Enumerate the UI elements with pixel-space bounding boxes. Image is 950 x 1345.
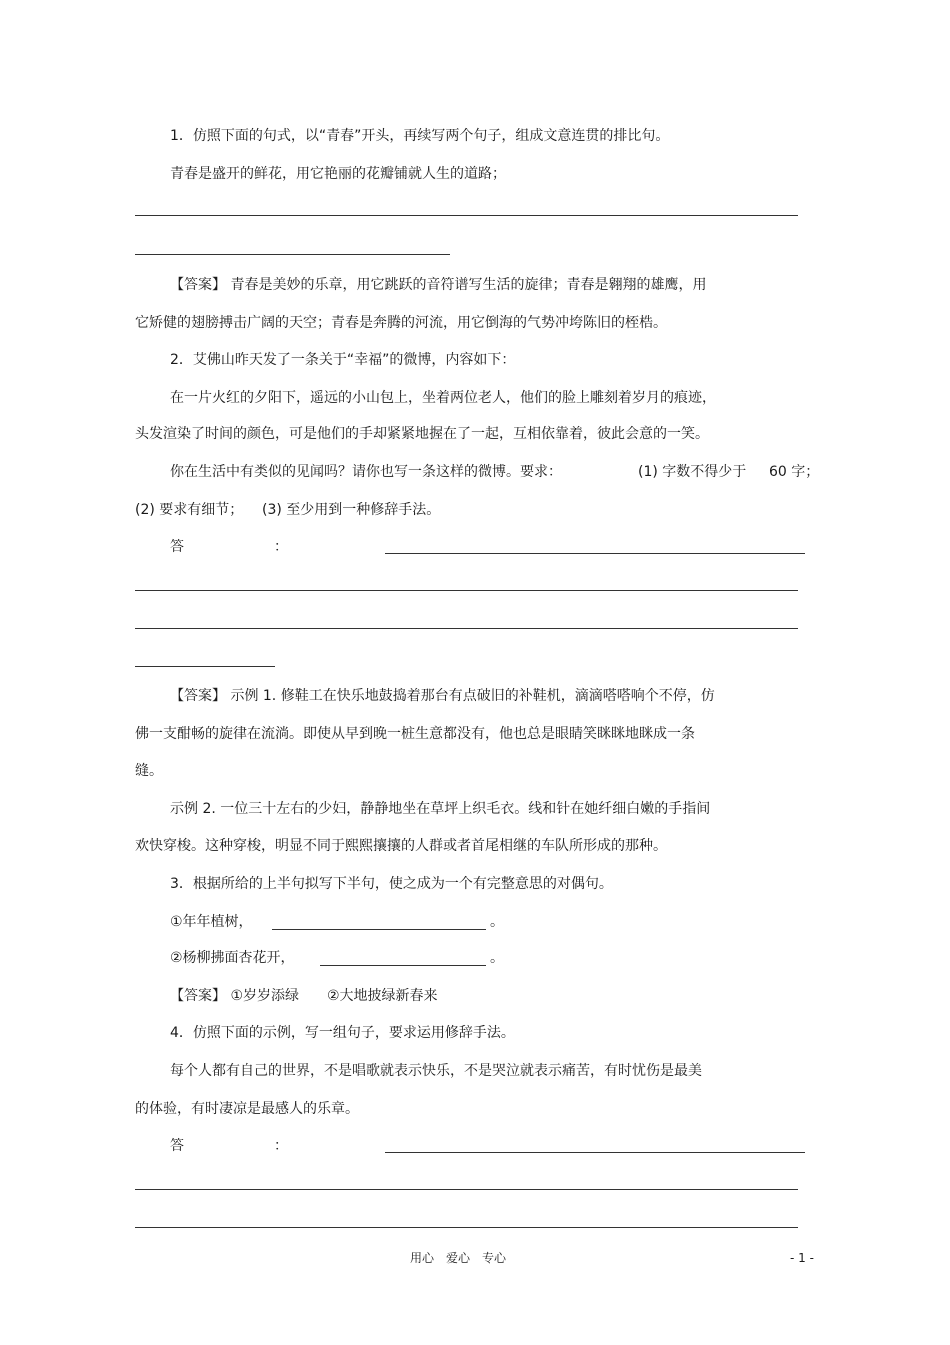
q1-given-sentence: 青春是盛开的鲜花，用它艳丽的花瓣铺就人生的道路； [170, 166, 506, 182]
page-number: - 1 - [790, 1251, 814, 1265]
q2-answer-colon: ： [274, 539, 288, 555]
q3-item-2-period: 。 [490, 950, 504, 966]
q3-item-2 [170, 948, 295, 968]
q2-requirement: 你在生活中有类似的见闻吗？请你也写一条这样的微博。要求： [170, 464, 562, 480]
q2-answer-line-3[interactable] [135, 628, 798, 629]
q3-item-1-period: 。 [490, 914, 504, 930]
q2-example-1-cont: 佛一支酣畅的旋律在流淌。即使从早到晚一桩生意都没有，他也总是眼睛笑眯眯地眯成一条 [135, 726, 695, 742]
q3-answer: 【答案】 ①岁岁添绿 ②大地披绿新春来 [170, 988, 438, 1004]
q2-weibo-text: 在一片火红的夕阳下，遥远的小山包上，坐着两位老人，他们的脸上雕刻着岁月的痕迹， [170, 390, 716, 406]
q1-answer-line-1[interactable] [135, 215, 798, 216]
page-footer-motto: 用心 爱心 专心 [410, 1251, 507, 1265]
q1-answer-line-2[interactable] [135, 254, 450, 255]
q1-answer-text-cont: 它矫健的翅膀搏击广阔的天空；青春是奔腾的河流，用它倒海的气势冲垮陈旧的桎梏。 [135, 315, 667, 331]
q4-answer-label: 答 [170, 1138, 184, 1154]
q4-answer-line-1[interactable] [385, 1152, 805, 1153]
q4-prompt: 4．仿照下面的示例，写一组句子，要求运用修辞手法。 [170, 1025, 515, 1041]
q2-example-2: 示例 2. 一位三十左右的少妇，静静地坐在草坪上织毛衣。线和针在她纤细白嫩的手指间 [170, 801, 711, 817]
q2-answer-line-2[interactable] [135, 590, 798, 591]
q2-prompt: 2．艾佛山昨天发了一条关于“幸福”的微博，内容如下： [170, 352, 516, 368]
q2-requirement-3: (3) 至少用到一种修辞手法。 [262, 502, 441, 518]
q2-answer-line-1[interactable] [385, 553, 805, 554]
q4-example-cont: 的体验，有时凄凉是最感人的乐章。 [135, 1101, 359, 1117]
q1-prompt: 1．仿照下面的句式，以“青春”开头，再续写两个句子，组成文意连贯的排比句。 [170, 128, 670, 144]
q3-item-1-blank[interactable] [272, 929, 486, 930]
q2-example-1: 【答案】 示例 1. 修鞋工在快乐地鼓捣着那台有点破旧的补鞋机，滴滴嗒嗒响个不停，仿 [170, 688, 715, 704]
q2-answer-label: 答 [170, 539, 184, 555]
q3-prompt: 3．根据所给的上半句拟写下半句，使之成为一个有完整意思的对偶句。 [170, 876, 613, 892]
q3-item-2-blank[interactable] [320, 965, 486, 966]
q2-requirement-1: (1) 字数不得少于 [638, 464, 747, 480]
q3-item-2-text: ②杨柳拂面杏花开， [170, 950, 295, 966]
q2-weibo-text-cont: 头发渲染了时间的颜色，可是他们的手却紧紧地握在了一起，互相依靠着，彼此会意的一笑。 [135, 426, 709, 442]
q4-answer-colon: ： [274, 1138, 288, 1154]
q4-answer-line-2[interactable] [135, 1189, 798, 1190]
q2-example-2-cont: 欢快穿梭。这种穿梭，明显不同于熙熙攘攘的人群或者首尾相继的车队所形成的那种。 [135, 838, 667, 854]
q2-example-1-end: 缝。 [135, 763, 163, 779]
q1-answer-text: 【答案】 青春是美妙的乐章，用它跳跃的音符谱写生活的旋律；青春是翱翔的雄鹰，用 [170, 277, 707, 293]
q2-requirement-2: (2) 要求有细节； [135, 502, 244, 518]
q2-answer-line-4[interactable] [135, 666, 275, 667]
q4-example: 每个人都有自己的世界，不是唱歌就表示快乐，不是哭泣就表示痛苦，有时忧伤是最美 [170, 1063, 702, 1079]
q3-item-1-text: ①年年植树， [170, 914, 253, 930]
q3-item-1 [170, 912, 253, 932]
q4-answer-line-3[interactable] [135, 1227, 798, 1228]
q2-requirement-1-count: 60 字； [769, 464, 820, 480]
